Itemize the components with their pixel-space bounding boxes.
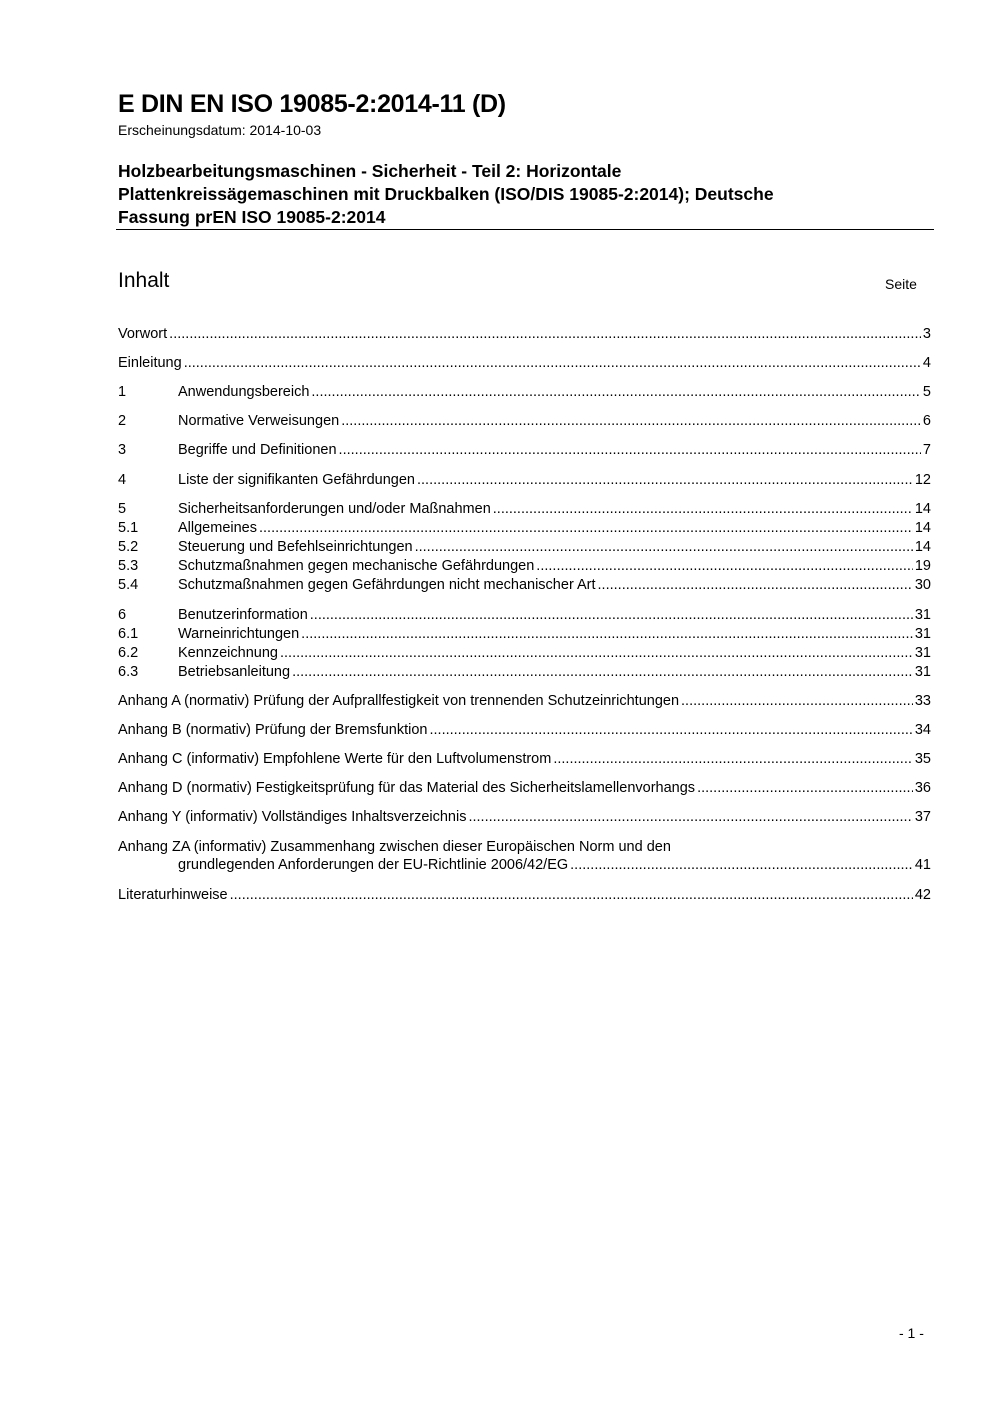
title-line: Holzbearbeitungsmaschinen - Sicherheit - Teil 2: Horizontale — [118, 161, 622, 181]
document-id: E DIN EN ISO 19085-2:2014-11 (D) — [118, 90, 506, 118]
toc-entry-5-4[interactable] — [118, 576, 931, 594]
toc-entry-5-3[interactable] — [118, 557, 931, 575]
toc-entry-page: 33 — [914, 693, 931, 709]
toc-entry-number: 6.2 — [118, 645, 139, 661]
dot-leader — [493, 500, 913, 518]
toc-entry-label: Anhang C (informativ) Empfohlene Werte für den Luftvolumenstrom — [118, 751, 552, 767]
toc-entry-page: 31 — [914, 607, 931, 623]
page-number: - 1 - — [899, 1325, 924, 1341]
dot-leader — [570, 856, 913, 874]
dot-leader — [598, 576, 913, 594]
toc-entry-annex-y[interactable] — [118, 808, 931, 826]
toc-entry-annex-c[interactable] — [118, 750, 931, 768]
toc-entry-label: Vorwort — [118, 326, 168, 342]
toc-entry-1[interactable] — [118, 383, 931, 401]
toc-entry-number: 6.1 — [118, 626, 139, 642]
toc-entry-annex-a[interactable] — [118, 692, 931, 710]
dot-leader — [184, 354, 921, 372]
toc-entry-page: 41 — [914, 857, 931, 873]
dot-leader — [536, 557, 913, 575]
toc-entry-label: Einleitung — [118, 355, 182, 371]
toc-entry-number: 6.3 — [118, 664, 139, 680]
toc-entry-einleitung[interactable] — [118, 354, 931, 372]
toc-entry-bibliography[interactable] — [118, 886, 931, 904]
toc-entry-number: 5.3 — [118, 558, 139, 574]
page-column-label: Seite — [885, 276, 917, 292]
toc-entry-label: Anhang ZA (informativ) Zusammenhang zwischen dieser Europäischen Norm und den — [118, 839, 671, 855]
toc-entry-page: 37 — [914, 809, 931, 825]
publication-date: Erscheinungsdatum: 2014-10-03 — [118, 122, 322, 138]
toc-entry-page: 31 — [914, 645, 931, 661]
toc-entry-page: 42 — [914, 887, 931, 903]
toc-entry-6-3[interactable] — [118, 663, 931, 681]
toc-entry-5-2[interactable] — [118, 538, 931, 556]
dot-leader — [259, 519, 913, 537]
toc-entry-label: Kennzeichnung — [178, 645, 278, 661]
toc-entry-label: Begriffe und Definitionen — [178, 442, 337, 458]
title-line: Fassung prEN ISO 19085-2:2014 — [118, 207, 386, 227]
toc-heading: Inhalt — [118, 269, 170, 292]
toc-entry-label: Normative Verweisungen — [178, 413, 340, 429]
toc-entry-page: 14 — [914, 520, 931, 536]
toc-entry-label: Anhang Y (informativ) Vollständiges Inhaltsverzeichnis — [118, 809, 467, 825]
toc-entry-page: 4 — [922, 355, 931, 371]
dot-leader — [341, 412, 921, 430]
toc-entry-number: 6 — [118, 607, 127, 623]
toc-entry-number: 5.4 — [118, 577, 139, 593]
toc-entry-page: 35 — [914, 751, 931, 767]
toc-entry-page: 14 — [914, 501, 931, 517]
toc-entry-page: 14 — [914, 539, 931, 555]
dot-leader — [415, 538, 913, 556]
toc-entry-3[interactable] — [118, 441, 931, 459]
toc-entry-page: 31 — [914, 664, 931, 680]
toc-entry-vorwort[interactable] — [118, 325, 931, 343]
toc-entry-label: Betriebsanleitung — [178, 664, 291, 680]
toc-entry-label: Allgemeines — [178, 520, 257, 536]
toc-entry-page: 5 — [922, 384, 931, 400]
toc-entry-2[interactable] — [118, 412, 931, 430]
dot-leader — [310, 606, 913, 624]
toc-entry-page: 7 — [922, 442, 931, 458]
dot-leader — [311, 383, 921, 401]
toc-entry-number: 5.2 — [118, 539, 139, 555]
title-line: Plattenkreissägemaschinen mit Druckbalken (ISO/DIS 19085-2:2014); Deutsche — [118, 184, 774, 204]
toc-entry-page: 3 — [922, 326, 931, 342]
toc-entry-number: 5.1 — [118, 520, 139, 536]
toc-entry-label: Anhang B (normativ) Prüfung der Bremsfunktion — [118, 722, 428, 738]
toc-entry-annex-d[interactable] — [118, 779, 931, 797]
toc-entry-page: 12 — [914, 472, 931, 488]
toc-entry-page: 19 — [914, 558, 931, 574]
dot-leader — [417, 471, 913, 489]
toc-entry-page: 31 — [914, 626, 931, 642]
toc-entry-label: Literaturhinweise — [118, 887, 228, 903]
dot-leader — [230, 886, 913, 904]
toc-entry-page: 30 — [914, 577, 931, 593]
dot-leader — [429, 721, 912, 739]
toc-entry-number: 3 — [118, 442, 127, 458]
dot-leader — [339, 441, 921, 459]
dot-leader — [681, 692, 913, 710]
toc-entry-5[interactable] — [118, 500, 931, 518]
dot-leader — [697, 779, 913, 797]
toc-entry-6-2[interactable] — [118, 644, 931, 662]
toc-entry-5-1[interactable] — [118, 519, 931, 537]
dot-leader — [553, 750, 913, 768]
toc-entry-label: Schutzmaßnahmen gegen Gefährdungen nicht mechanischer Art — [178, 577, 596, 593]
dot-leader — [292, 663, 913, 681]
dot-leader — [301, 625, 913, 643]
toc-entry-label: Anhang D (normativ) Festigkeitsprüfung für das Material des Sicherheitslamellenvorhangs — [118, 780, 696, 796]
toc-entry-label: Schutzmaßnahmen gegen mechanische Gefährdungen — [178, 558, 535, 574]
toc-entry-number: 1 — [118, 384, 127, 400]
dot-leader — [169, 325, 921, 343]
toc-entry-6[interactable] — [118, 606, 931, 624]
toc-entry-label: Anhang A (normativ) Prüfung der Aufprallfestigkeit von trennenden Schutzeinrichtungen — [118, 693, 680, 709]
document-title — [118, 160, 918, 229]
toc-entry-page: 34 — [914, 722, 931, 738]
toc-entry-label: Benutzerinformation — [178, 607, 308, 623]
toc-entry-4[interactable] — [118, 471, 931, 489]
toc-entry-number: 5 — [118, 501, 127, 517]
toc-entry-number: 2 — [118, 413, 127, 429]
toc-entry-annex-za[interactable] — [118, 838, 931, 874]
toc-entry-page: 6 — [922, 413, 931, 429]
toc-entry-label: Anwendungsbereich — [178, 384, 310, 400]
toc-entry-label-continued: grundlegenden Anforderungen der EU-Richtlinie 2006/42/EG — [178, 857, 569, 873]
title-divider — [116, 229, 934, 230]
toc-entry-6-1[interactable] — [118, 625, 931, 643]
toc-entry-label: Liste der signifikanten Gefährdungen — [178, 472, 415, 488]
dot-leader — [280, 644, 913, 662]
toc-entry-label: Warneinrichtungen — [178, 626, 300, 642]
toc-entry-annex-b[interactable] — [118, 721, 931, 739]
toc-entry-label: Steuerung und Befehlseinrichtungen — [178, 539, 413, 555]
toc-entry-label: Sicherheitsanforderungen und/oder Maßnahmen — [178, 501, 491, 517]
dot-leader — [468, 808, 912, 826]
toc-entry-page: 36 — [914, 780, 931, 796]
toc-entry-number: 4 — [118, 472, 127, 488]
